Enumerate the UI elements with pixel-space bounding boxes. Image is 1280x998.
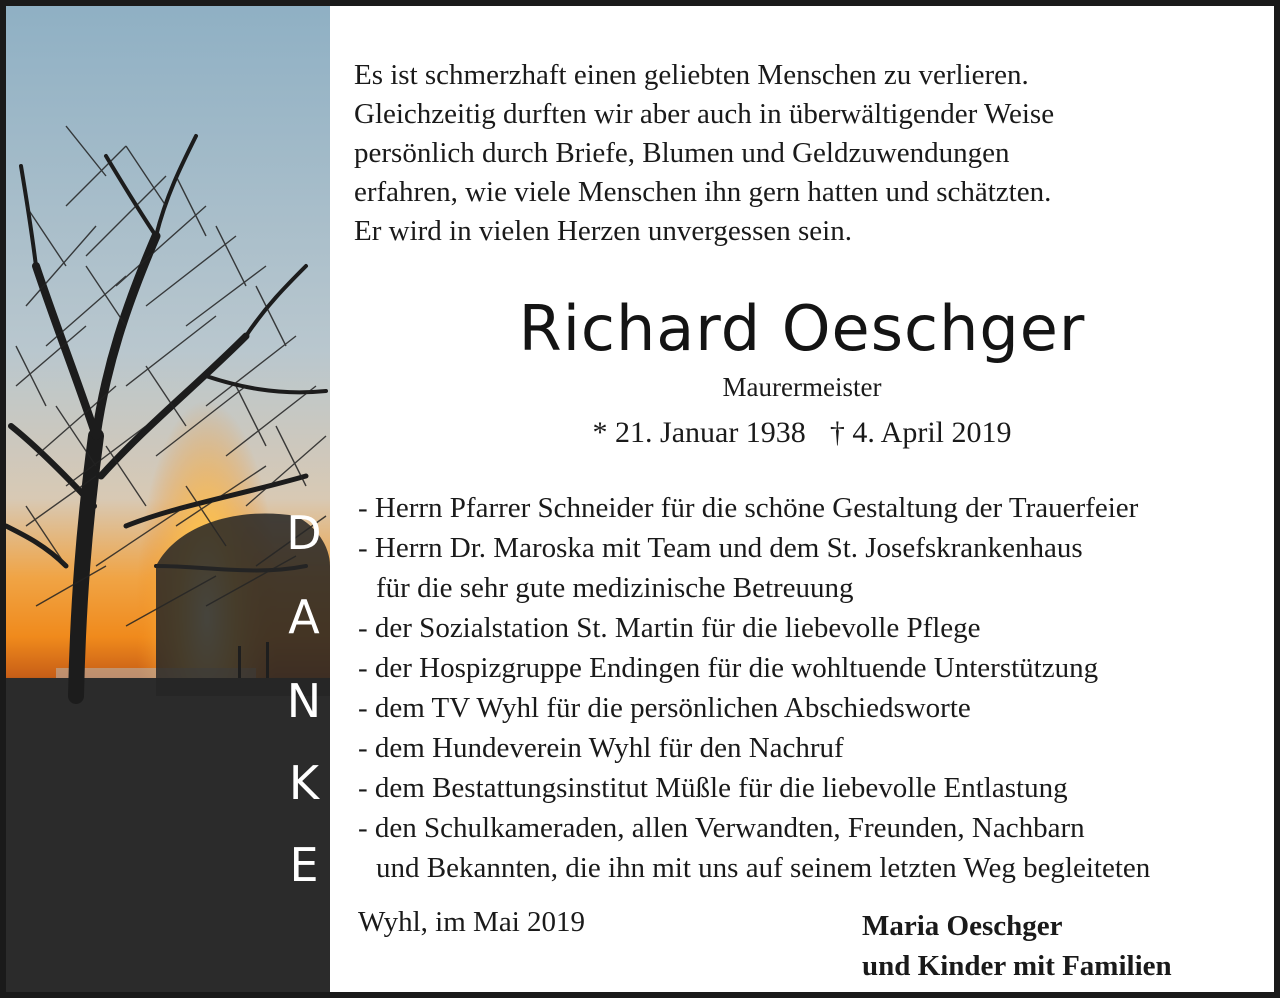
- list-item: [358, 768, 1278, 808]
- list-item: [358, 608, 1278, 648]
- thanks-line: - Herrn Pfarrer Schneider für die schöne Gestaltung der Trauerfeier: [358, 492, 1139, 524]
- list-item: [358, 808, 1278, 888]
- thanks-line: - dem Bestattungsinstitut Müßle für die liebevolle Entlastung: [358, 772, 1068, 804]
- danke-letter-d: D: [286, 506, 322, 560]
- list-item: [358, 488, 1278, 528]
- intro-line: Gleichzeitig durften wir aber auch in überwältigender Weise: [354, 98, 1055, 130]
- thanks-line: - dem Hundeverein Wyhl für den Nachruf: [358, 732, 844, 764]
- signature-line: und Kinder mit Familien: [862, 950, 1172, 982]
- deceased-profession: Maurermeister: [722, 372, 882, 402]
- signature-line: Maria Oeschger: [862, 910, 1063, 942]
- signature: [862, 906, 1172, 986]
- obituary-text-area: [330, 6, 1274, 992]
- intro-line: erfahren, wie viele Menschen ihn gern hatten und schätzten.: [354, 176, 1052, 208]
- danke-letter-e: E: [289, 838, 319, 892]
- thanks-line: - dem TV Wyhl für die persönlichen Abschiedsworte: [358, 692, 971, 724]
- life-dates: [330, 416, 1274, 450]
- intro-line: Es ist schmerzhaft einen geliebten Menschen zu verlieren.: [354, 59, 1029, 91]
- thanks-list: [358, 488, 1278, 888]
- deceased-name: Richard Oeschger: [518, 292, 1086, 365]
- thanks-line-continuation: für die sehr gute medizinische Betreuung: [376, 572, 854, 604]
- list-item: [358, 528, 1278, 608]
- thanks-line-continuation: und Bekannten, die ihn mit uns auf seinem letzten Weg begleiteten: [376, 852, 1151, 884]
- danke-letter-n: N: [286, 674, 322, 728]
- danke-letter-a: A: [288, 590, 320, 644]
- thanks-line: - den Schulkameraden, allen Verwandten, Freunden, Nachbarn: [358, 812, 1085, 844]
- death-date: † 4. April 2019: [829, 416, 1012, 449]
- thanks-line: - der Hospizgruppe Endingen für die wohltuende Unterstützung: [358, 652, 1099, 684]
- list-item: [358, 688, 1278, 728]
- place-date: Wyhl, im Mai 2019: [358, 906, 586, 938]
- list-item: [358, 728, 1278, 768]
- intro-line: persönlich durch Briefe, Blumen und Geldzuwendungen: [354, 137, 1010, 169]
- intro-line: Er wird in vielen Herzen unvergessen sein.: [354, 215, 852, 247]
- intro-paragraph: [354, 56, 1254, 251]
- thanks-line: - der Sozialstation St. Martin für die liebevolle Pflege: [358, 612, 981, 644]
- birth-date: * 21. Januar 1938: [592, 416, 806, 449]
- danke-letter-k: K: [288, 756, 320, 810]
- list-item: [358, 648, 1278, 688]
- thanks-line: - Herrn Dr. Maroska mit Team und dem St. Josefskrankenhaus: [358, 532, 1083, 564]
